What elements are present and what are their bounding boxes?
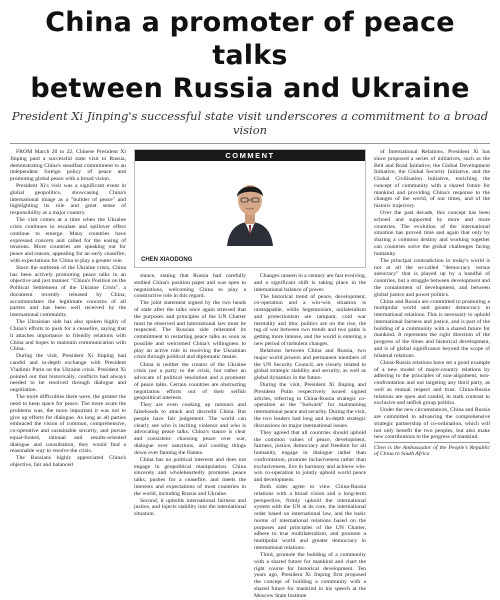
author-footnote: Chen is the Ambassador of the People's Republic of China to South Africa (374, 442, 490, 459)
paragraph: Under the new circumstances, China and Russia are committed to advancing the comprehensive strategic partnership of co-ordination, which will not only benefit the two peoples, but also make new contributions to the progress of mankind. (374, 407, 490, 441)
headline-line-2: between Russia and Ukraine (30, 73, 470, 104)
paragraph: The joint statement signed by the two heads of state after the talks once again stressed that the purposes and principles of the UN Charter must be observed and international law must be respected. The Russian side reiterated its commitment to restarting peace talks as soon as possible and welcomed China's willingness to play an active role in resolving the Ukrainian crisis through political and diplomatic means. (134, 300, 246, 361)
comment-label: COMMENT (135, 150, 365, 161)
paragraph: During the visit, President Xi Jinping had candid and in-depth exchange with President Vladimir Putin on the Ukraine crisis. President Xi pointed out that historically, conflicts had always needed to be resolved through dialogue and negotiation. (10, 353, 126, 394)
middle-columns (134, 273, 366, 600)
paragraph: China is neither the creator of the Ukraine crisis nor a party to the crisis, but rather an advocate of political resolution and a promoter of peace talks. Certain countries are obstructing negotiation efforts out of their selfish geopolitical interests. (134, 361, 246, 402)
paragraph: During the visit, President Xi Jinping and President Putin respectively issued signed articles, referring to China-Russia strategic co-operation as the "bulwark" for maintaining international peace and security. During the visit, the two leaders had long and in-depth strategic discussions on major international issues. (254, 382, 366, 429)
paragraph: stance, stating that Russia had carefully studied China's position paper and was open to negotiations, welcoming China to play a constructive role in this regard. (134, 273, 246, 300)
paragraph: China-Russia relations have set a good example of a new model of major-country relations by adhering to the principles of non-alignment, non-confrontation and not targeting any third party, as well as mutual respect and trust. China-Russia relations are open and candid, in stark contrast to exclusive and selfish group politics. (374, 359, 490, 407)
paragraph: Second, it upholds international fairness and justice, and injects stability into the international situation. (134, 497, 246, 518)
paragraph: Relations between China and Russia, two major world powers and permanent members of the UN Security Council, are closely related to global strategic stability and security, as well as global dynamics in the future. (254, 348, 366, 382)
paragraph: The Russians highly appreciated China's objective, fair and balanced (10, 455, 126, 469)
paragraph: China and Russia are committed to promoting a multipolar world and greater democracy in international relations. This is necessary to uphold international fairness and justice, and is part of the building of a community with a shared future for mankind. It represents the right direction of the progress of the times and historical development, and is of global significance beyond the scope of bilateral relations. (374, 298, 490, 359)
headline (10, 6, 490, 105)
article-body (10, 149, 490, 600)
headline-line-1: China a promoter of peace talks (45, 7, 455, 71)
paragraph: The historical trend of peace, development, co-operation and a win-win situation is unstoppable, while hegemonism, unilateralism and protectionism are rampant, cold war mentality and bloc politics are on the rise, the tug of war between two trends and two paths is getting more intense, and the world is entering a new period of turbulent changes. (254, 293, 366, 347)
column-4 (374, 149, 490, 600)
paragraph: The principal contradiction in today's world is not at all the so-called "democracy versus autocracy" that is played up by a handful of countries, but a struggle between development and the containment of development, and between global justice and power politics. (374, 257, 490, 298)
paragraph: President Xi's visit was a significant event in global geopolitics, showcasing China's international image as a "builder of peace" and highlighting its role and great sense of responsibility as a major country. (10, 183, 126, 217)
column-2 (134, 273, 246, 600)
middle-block (134, 149, 366, 600)
paragraph: Both sides agree to view China-Russia relations with a broad vision and a long-term perspective, firmly uphold the international system with the UN at its core, the international order based on international law, and the basic norms of international relations based on the purposes and principles of the UN Charter, adhere to true multilateralism, and promote a multipolar world and greater democracy in international relations. (254, 484, 366, 551)
divider (10, 143, 490, 144)
column-1 (10, 149, 126, 600)
comment-box (134, 149, 366, 268)
paragraph: Third, promote the building of a community with a shared future for mankind and chart the right course for historical development. Ten years ago, President Xi Jinping first proposed the concept of building a community with a shared future for mankind in his speech at the Moscow State Institute (254, 552, 366, 599)
paragraph: They are even cooking up rumours and falsehoods to attack and discredit China. But people have fair judgement. The world can clearly see who is inciting violence and who is advocating peace talks. China's stance is clear and consistent: choosing peace over war, dialogue over sanctions, and cooling things down over fanning the flames. (134, 402, 246, 456)
column-3 (254, 273, 366, 600)
paragraph: FROM March 20 to 22, Chinese President Xi Jinping paid a successful state visit to Russia, demonstrating China's steadfast commitment to an independent foreign policy of peace and promoting global peace with a broad vision. (10, 149, 126, 182)
paragraph: The Ukrainian side has also spoken highly of China's efforts to push for a ceasefire, saying that it attaches importance to friendly relations with China and hopes to maintain communication with China. (10, 319, 126, 353)
author-photo (221, 172, 279, 246)
paragraph: The more difficulties there were, the greater the need to keep space for peace. The more acute the problems was, the more important it was not to give up efforts for dialogue. As long as all parties embraced the vision of common, comprehensive, co-operative and sustainable security, and pursue equal-footed, rational and results-oriented dialogue and consultation, they would find a reasonable way to resolve the crisis. (10, 394, 126, 455)
paragraph: The visit comes at a time when the Ukraine crisis continues to escalate and spillover effect continue to emerge. Many countries have expressed concern and called for the easing of tensions. More countries are speaking out for peace and reason, appealing for an early ceasefire, with expectations for China to play a greater role. (10, 217, 126, 264)
paragraph: They agreed that all countries should uphold the common values of peace, development, fairness, justice, democracy and freedom for all humanity, engage in dialogue rather than confrontation, promote inclusiveness rather than exclusiveness, live in harmony and achieve win-win co-operation to jointly uphold world peace and development. (254, 429, 366, 484)
subtitle: President Xi Jinping's successful state visit underscores a commitment to a broad vision (11, 109, 489, 137)
paragraph: of International Relations. President Xi has since proposed a series of initiatives, such as the Belt and Road Initiative, the Global Development Initiative, the Global Security Initiative, and the Global Civilisation Initiative, enriching the concept of community with a shared future for mankind and providing China's response to the changes of the world, of our times, and of the historic trajectory. (374, 149, 490, 209)
paragraph: Changes unseen in a century are fast evolving, and a significant shift is taking place in the international balance of power. (254, 273, 366, 293)
paragraph: China has no political interests and does not engage in geopolitical manipulation. China sincerely and wholeheartedly promotes peace talks, pushes for a ceasefire, and meets the interests and expectations of most countries in the world, including Russia and Ukraine. (134, 456, 246, 497)
author-byline: CHEN XIAODONG (141, 257, 193, 264)
paragraph: Since the outbreak of the Ukraine crisis, China has been actively promoting peace talks in an objective and just manner. "China's Position on the Political Settlement of the Ukraine Crisis", a document recently released by China, accommodates the legitimate concerns of all parties and has been well received by the international community. (10, 264, 126, 319)
paragraph: Over the past decade, this concept has been echoed and supported by more and more countries. The evolution of the international situation has proved time and again that only by sharing a common destiny and working together can countries solve the global challenges facing humanity. (374, 210, 490, 257)
